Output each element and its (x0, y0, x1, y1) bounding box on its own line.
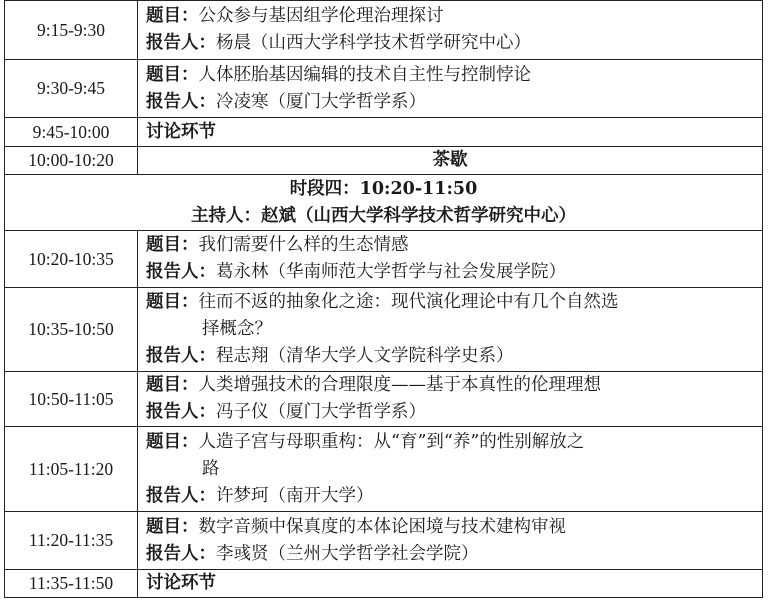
table-row (5, 288, 763, 372)
talk-title: 人造子宫与母职重构：从“育”到“养”的性别解放之 (198, 431, 585, 452)
talk-title: 往而不返的抽象化之途：现代演化理论中有几个自然选 (198, 292, 619, 312)
table-row (5, 570, 763, 598)
title-label: 题目： (146, 235, 199, 255)
reporter-name: 冷凌寒（厦门大学哲学系） (216, 91, 426, 112)
talk-title: 人类增强技术的合理限度——基于本真性的伦理理想 (198, 375, 601, 395)
reporter-name: 杨晨（山西大学科学技术哲学研究中心） (216, 33, 531, 53)
table-row (5, 60, 763, 118)
content-cell (138, 231, 763, 288)
schedule-table (4, 0, 763, 598)
reporter-line (146, 399, 758, 426)
title-line (146, 514, 758, 541)
table-row (5, 427, 763, 512)
reporter-name: 程志翔（清华大学人文学院科学史系） (216, 346, 514, 366)
time-cell: 9:30-9:45 (5, 60, 138, 118)
title-label: 题目： (146, 292, 199, 312)
content-cell (138, 512, 763, 570)
reporter-label: 报告人： (146, 543, 216, 564)
reporter-name: 葛永林（华南师范大学哲学与社会发展学院） (216, 262, 566, 282)
reporter-name: 冯子仪（厦门大学哲学系） (216, 402, 426, 422)
break-cell: 茶歇 (138, 147, 763, 175)
reporter-line (146, 30, 758, 57)
reporter-line (146, 89, 758, 116)
content-cell (138, 60, 763, 118)
title-continuation: 路 (202, 458, 220, 479)
time-cell: 10:50-11:05 (5, 372, 138, 427)
reporter-line (146, 259, 758, 286)
content-cell (138, 427, 763, 512)
talk-title: 数字音频中保真度的本体论困境与技术建构审视 (198, 516, 566, 537)
session-title: 时段四：10:20-11:50 (289, 178, 478, 199)
time-cell: 9:15-9:30 (5, 1, 138, 60)
title-line (146, 289, 758, 316)
session-heading-cell (5, 175, 763, 231)
title-line (146, 232, 758, 259)
reporter-label: 报告人： (146, 91, 216, 112)
reporter-label: 报告人： (146, 402, 216, 422)
time-cell: 10:35-10:50 (5, 288, 138, 372)
reporter-line (146, 483, 758, 510)
talk-title: 人体胚胎基因编辑的技术自主性与控制悖论 (198, 64, 531, 85)
time-cell: 10:20-10:35 (5, 231, 138, 288)
title-label: 题目： (146, 6, 199, 26)
title-line (146, 429, 758, 456)
table-row (5, 147, 763, 175)
reporter-label: 报告人： (146, 262, 216, 282)
reporter-line (146, 343, 758, 370)
discussion-cell: 讨论环节 (138, 118, 763, 147)
table-row (5, 512, 763, 570)
talk-title: 公众参与基因组学伦理治理探讨 (198, 6, 444, 26)
time-cell: 11:20-11:35 (5, 512, 138, 570)
title-line (146, 372, 758, 399)
reporter-label: 报告人： (146, 485, 216, 506)
table-row (5, 1, 763, 60)
discussion-cell: 讨论环节 (138, 570, 763, 598)
table-row (5, 231, 763, 288)
title-label: 题目： (146, 375, 199, 395)
reporter-label: 报告人： (146, 346, 216, 366)
reporter-line (146, 541, 758, 568)
session-host: 主持人：赵斌（山西大学科学技术哲学研究中心） (191, 205, 576, 226)
reporter-name: 许梦珂（南开大学） (216, 485, 374, 506)
table-row (5, 118, 763, 147)
time-cell: 9:45-10:00 (5, 118, 138, 147)
title-label: 题目： (146, 64, 199, 85)
time-cell: 11:05-11:20 (5, 427, 138, 512)
title-continuation: 择概念？ (202, 319, 272, 339)
content-cell (138, 372, 763, 427)
content-cell (138, 1, 763, 60)
reporter-label: 报告人： (146, 33, 216, 53)
table-row (5, 175, 763, 231)
content-cell (138, 288, 763, 372)
table-row (5, 372, 763, 427)
title-label: 题目： (146, 431, 199, 452)
title-label: 题目： (146, 516, 199, 537)
title-line (146, 3, 758, 30)
talk-title: 我们需要什么样的生态情感 (198, 235, 409, 255)
title-line (146, 62, 758, 89)
reporter-name: 李彧贤（兰州大学哲学社会学院） (216, 543, 479, 564)
time-cell: 11:35-11:50 (5, 570, 138, 598)
time-cell: 10:00-10:20 (5, 147, 138, 175)
